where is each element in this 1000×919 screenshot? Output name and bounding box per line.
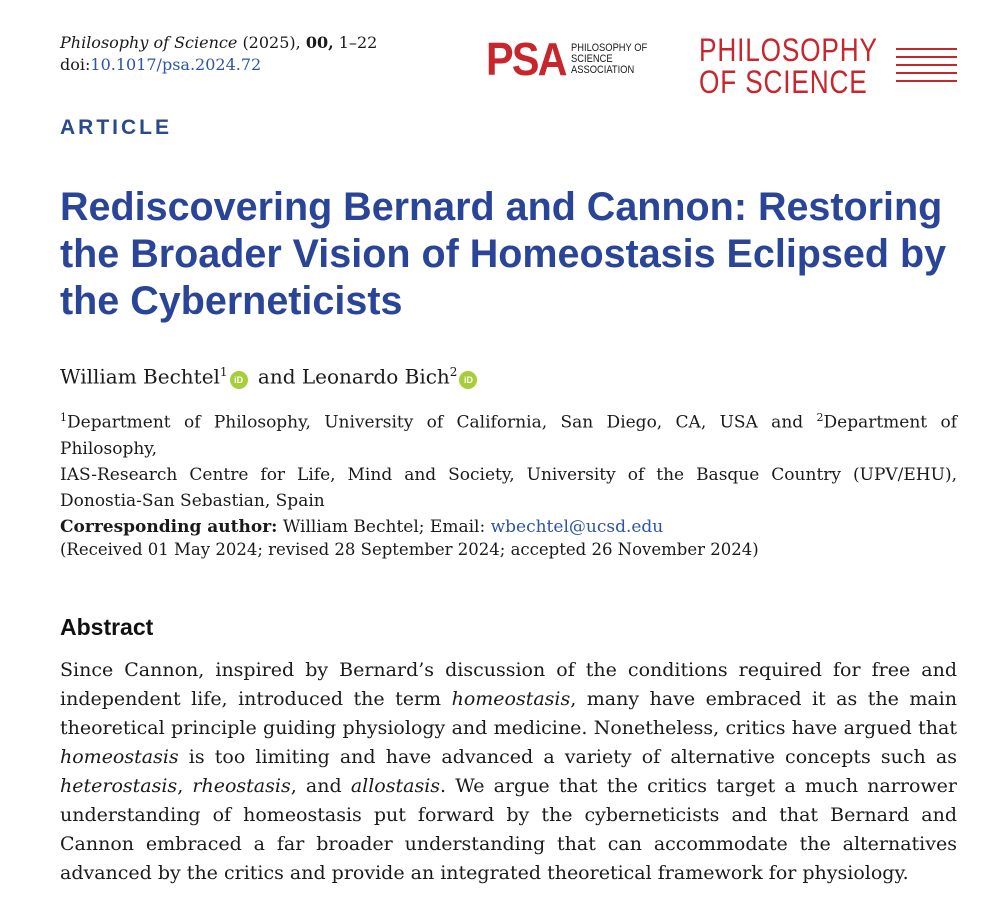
abstract-body bbox=[60, 656, 957, 888]
email-link[interactable]: wbechtel@ucsd.edu bbox=[490, 516, 664, 537]
logo-stripe bbox=[896, 72, 957, 74]
abstract-text: , bbox=[177, 775, 184, 797]
affiliation-sup: 1 bbox=[60, 411, 67, 424]
article-type-label: ARTICLE bbox=[60, 116, 172, 139]
article-title: Rediscovering Bernard and Cannon: Restoring the Broader Vision of Homeostasis Eclipsed by the Cyberneticists bbox=[60, 185, 947, 323]
psa-logo-text bbox=[571, 43, 647, 76]
psa-logo-line: ASSOCIATION bbox=[570, 63, 634, 76]
abstract-text: . We argue that the critics target a much narrower bbox=[440, 775, 957, 797]
abstract-heading: Abstract bbox=[60, 614, 154, 640]
abstract-line bbox=[60, 772, 957, 801]
corresponding-author bbox=[60, 514, 957, 540]
abstract-line: understanding of homeostasis put forward by the cyberneticists and that Bernard and bbox=[60, 804, 957, 826]
logo-stripe bbox=[896, 48, 957, 50]
abstract-line: theoretical principle guiding physiology and medicine. Nonetheless, critics have argued that bbox=[60, 717, 957, 739]
article-history: (Received 01 May 2024; revised 28 September 2024; accepted 26 November 2024) bbox=[60, 540, 759, 559]
corresponding-label: Corresponding author: bbox=[60, 516, 278, 537]
psa-logo-line: PHILOSOPHY OF bbox=[570, 41, 647, 54]
affiliation-line: IAS-Research Centre for Life, Mind and Society, University of the Basque Country (UPV/EHU), bbox=[60, 464, 957, 485]
abstract-term: homeostasis bbox=[60, 746, 179, 768]
orcid-icon[interactable]: iD bbox=[459, 371, 477, 389]
abstract-line bbox=[60, 743, 957, 772]
affiliation-sup: 2 bbox=[816, 411, 824, 424]
affiliations bbox=[60, 405, 957, 540]
author-affiliation-sup: 2 bbox=[449, 365, 458, 379]
affiliation-text: Department of Philosophy, University of California, San Diego, CA, USA and bbox=[67, 412, 804, 433]
affiliation-line: Donostia-San Sebastian, Spain bbox=[60, 490, 325, 511]
affiliation-text: Department of Philosophy, bbox=[60, 412, 958, 459]
abstract-text: , and bbox=[290, 775, 342, 797]
doi-prefix: doi: bbox=[60, 55, 91, 74]
abstract-text: independent life, introduced the term bbox=[60, 688, 442, 710]
journal-logo-line: OF SCIENCE bbox=[699, 64, 868, 100]
orcid-icon[interactable]: iD bbox=[230, 371, 248, 389]
abstract-term: allostasis bbox=[350, 775, 441, 797]
citation-volume: 00, bbox=[305, 33, 334, 52]
journal-logo-line: PHILOSOPHY bbox=[699, 32, 878, 68]
citation-year: (2025), bbox=[242, 33, 301, 52]
author-line bbox=[60, 358, 481, 391]
abstract-line bbox=[60, 685, 957, 714]
logo-stripe bbox=[896, 80, 957, 82]
psa-logo-mark: PSA bbox=[486, 33, 566, 85]
logo-stripe bbox=[896, 56, 957, 58]
author-name[interactable]: Leonardo Bich bbox=[301, 364, 450, 389]
logo-stripe bbox=[896, 64, 957, 66]
psa-logo-line: SCIENCE bbox=[570, 52, 613, 65]
abstract-text: is too limiting and have advanced a variety of alternative concepts such as bbox=[188, 746, 957, 768]
journal-logo bbox=[699, 34, 878, 98]
abstract-term: heterostasis bbox=[60, 775, 178, 797]
author-name[interactable]: William Bechtel bbox=[60, 364, 220, 389]
doi-link[interactable]: 10.1017/psa.2024.72 bbox=[90, 55, 262, 74]
citation-line bbox=[60, 32, 377, 54]
abstract-line: advanced by the critics and provide an integrated theoretical framework for physiology. bbox=[60, 862, 909, 884]
abstract-line: Since Cannon, inspired by Bernard’s discussion of the conditions required for free and bbox=[60, 659, 957, 681]
author-affiliation-sup: 1 bbox=[219, 365, 228, 379]
abstract-term: homeostasis bbox=[451, 688, 571, 710]
abstract-line: Cannon embraced a far broader understanding that can accommodate the alternatives bbox=[60, 833, 957, 855]
corresponding-text: William Bechtel; Email: bbox=[282, 516, 486, 537]
journal-name: Philosophy of Science bbox=[60, 33, 238, 52]
affiliation-line bbox=[60, 405, 957, 462]
doi-line bbox=[60, 54, 377, 76]
journal-logo-stripes bbox=[896, 48, 957, 88]
citation-pages: 1–22 bbox=[338, 33, 378, 52]
abstract-text: , many have embraced it as the main bbox=[570, 688, 957, 710]
author-connector: and bbox=[257, 364, 296, 389]
citation-block bbox=[60, 32, 377, 76]
psa-logo bbox=[486, 34, 660, 84]
abstract-term: rheostasis bbox=[192, 775, 291, 797]
